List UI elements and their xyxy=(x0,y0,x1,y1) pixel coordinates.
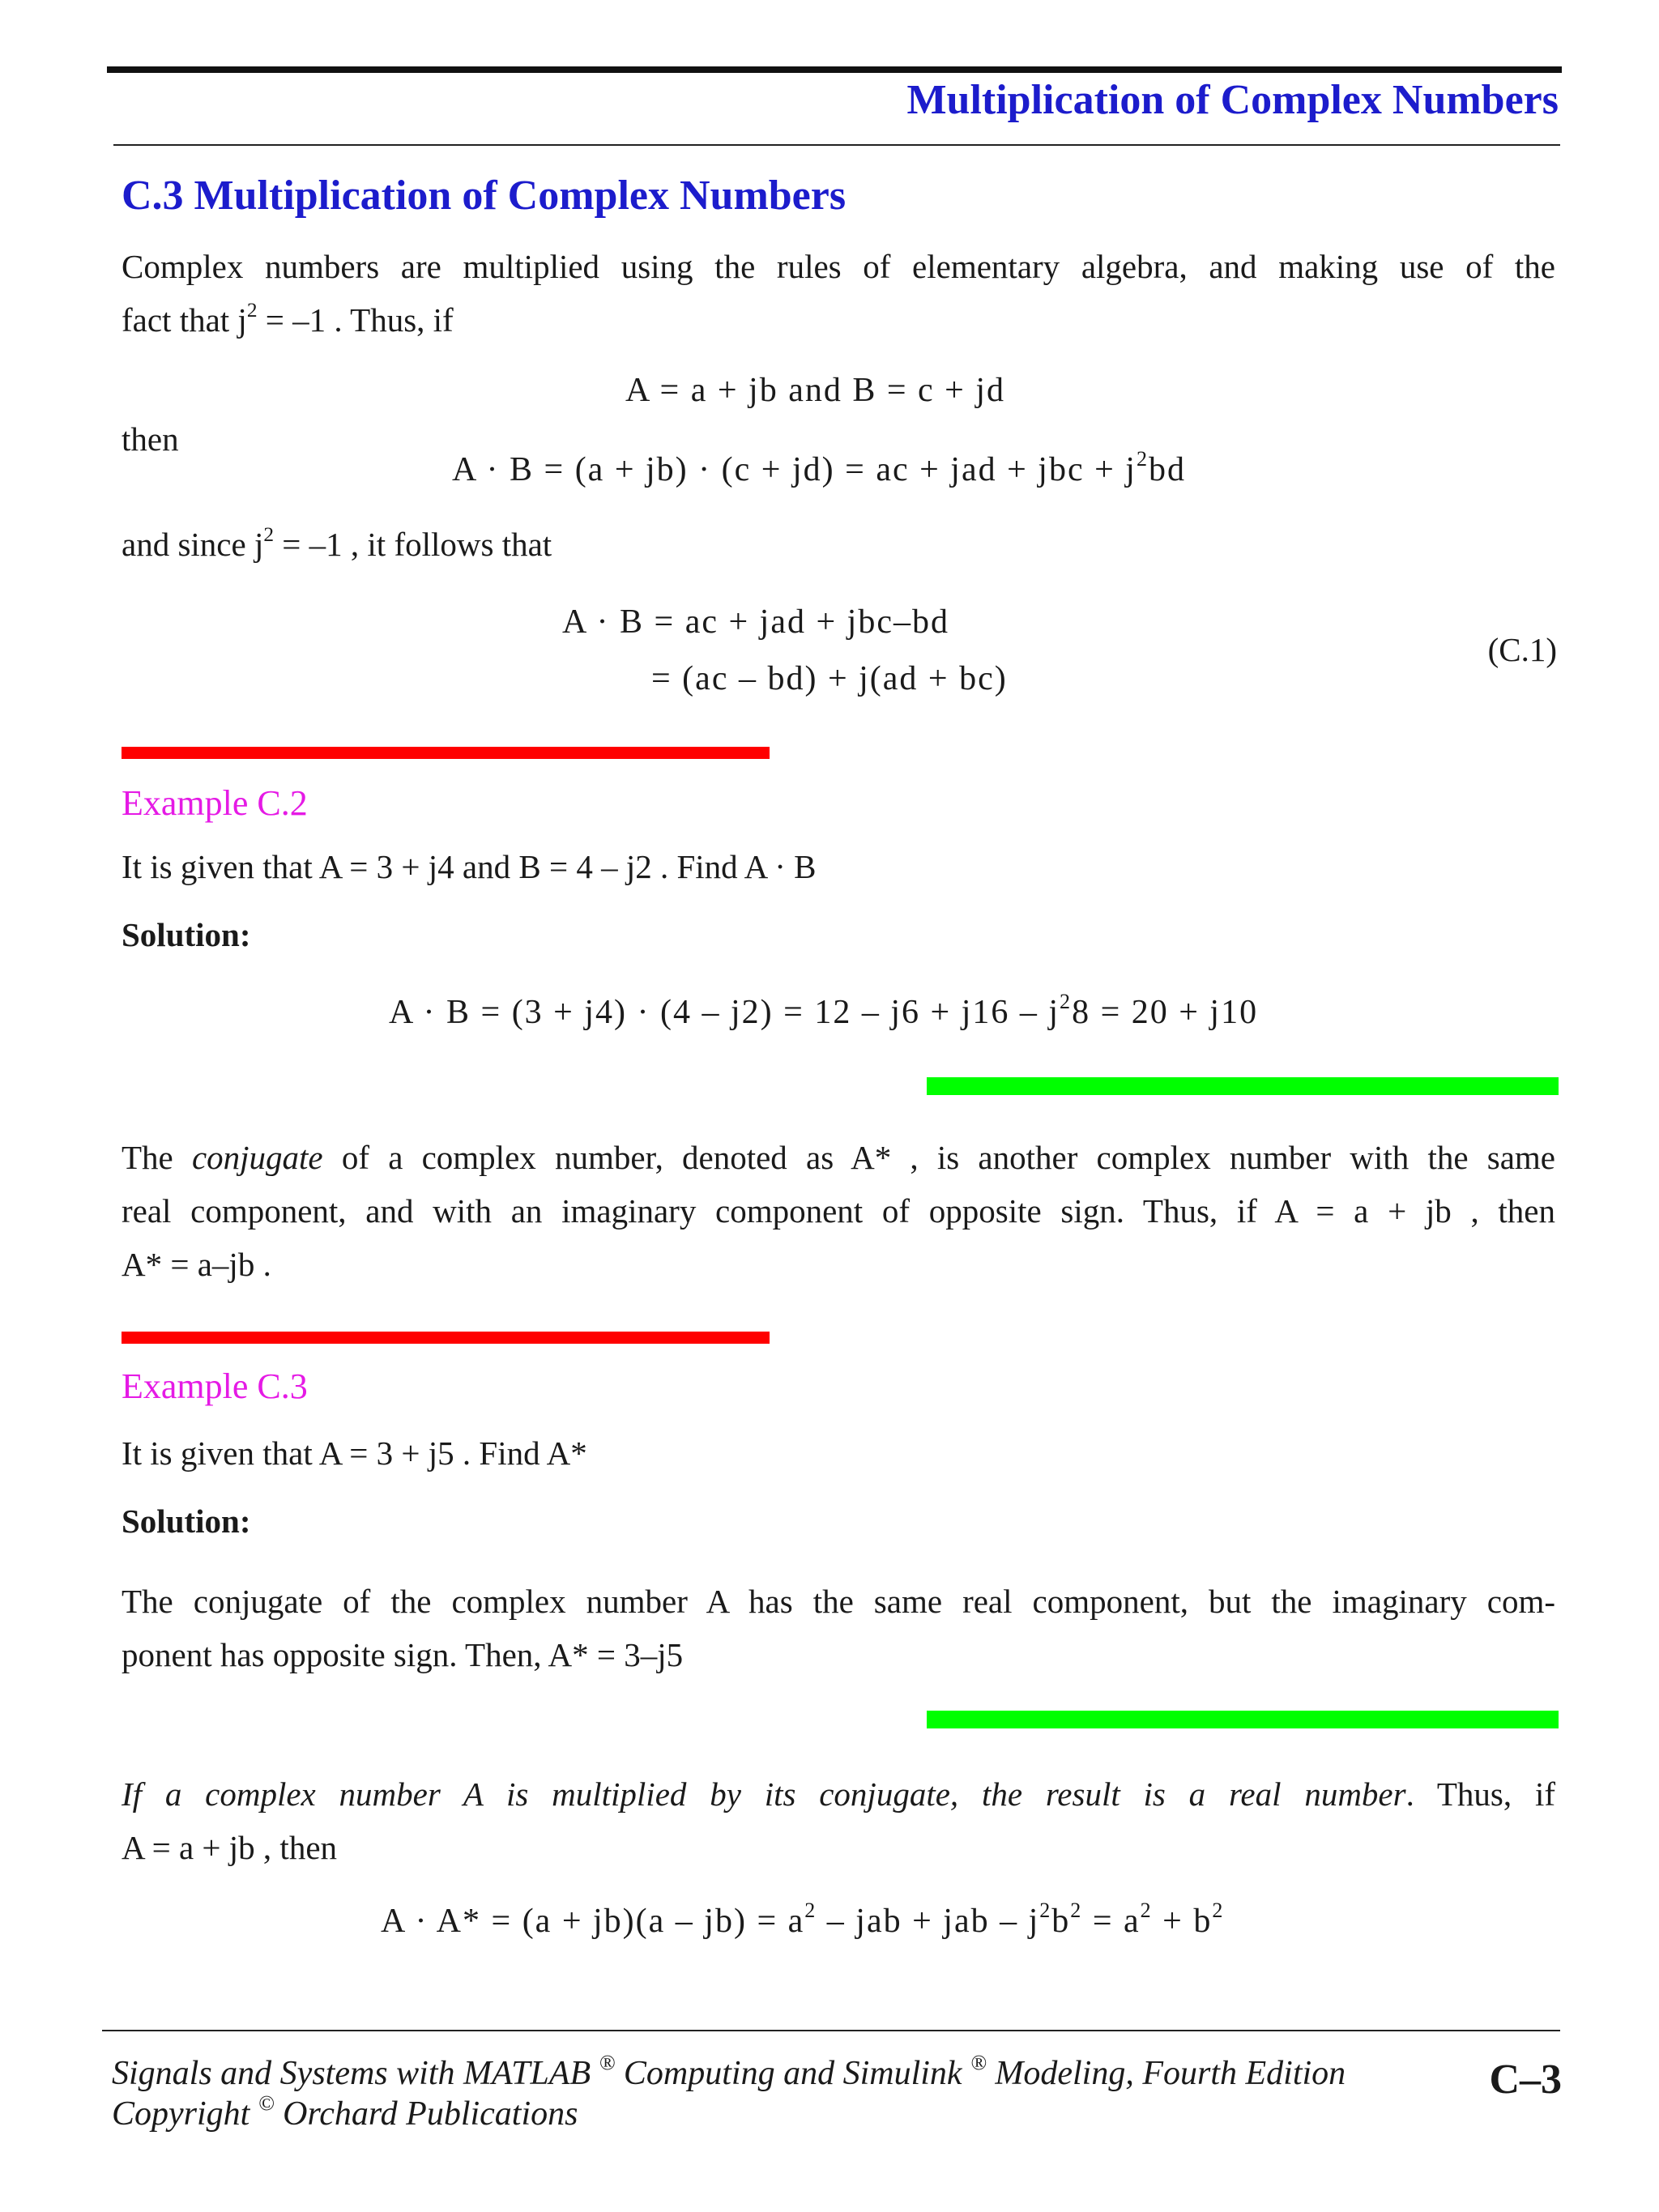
intro-line-2: fact that $j^2 = -1$ . Thus, if xyxy=(122,299,454,339)
equation-c1-line1: A · B = ac + jad + jbc–bd xyxy=(562,603,949,641)
example-c2-problem: It is given that A = 3 + j4 and B = 4 – j2 . Find A · B xyxy=(122,848,817,885)
equation-product-conjugate: $A \cdot A* = (a + jb)(a - jb) = a^2$ – jab + jab – $j^2b^2 = a^2 + b^2$ xyxy=(381,1898,1225,1940)
example-c3-solution-label: Solution: xyxy=(122,1502,251,1540)
footer-copyright: Copyright © Orchard Publications xyxy=(112,2091,578,2133)
conjugate-line-1: The conjugate of a complex number, denoted as A* , is another complex number with the same xyxy=(122,1139,1555,1176)
product-conjugate-line-1: If a complex number A is multiplied by its conjugate, the result is a real number. Thus, if xyxy=(122,1775,1555,1813)
conjugate-line-2: real component, and with an imaginary component of opposite sign. Thus, if A = a + jb , then xyxy=(122,1192,1555,1230)
example-c3-title: Example C.3 xyxy=(122,1366,308,1406)
conjugate-paragraph xyxy=(122,1131,1555,1291)
equation-definition: A = a + jb and B = c + jd xyxy=(625,372,1006,409)
example-end-bar xyxy=(927,1711,1559,1728)
example-c2-solution-label: Solution: xyxy=(122,916,251,953)
since-text: and since $j^2 = -1$ , it follows that xyxy=(122,523,552,563)
page-number: C–3 xyxy=(1489,2056,1562,2103)
product-conjugate-line-2: A = a + jb , then xyxy=(122,1829,338,1866)
running-title: Multiplication of Complex Numbers xyxy=(906,77,1559,123)
example-start-bar xyxy=(122,1332,770,1344)
section-title: C.3 Multiplication of Complex Numbers xyxy=(122,173,847,219)
header-divider xyxy=(113,144,1560,146)
intro-line-1: Complex numbers are multiplied using the rules of elementary algebra, and making use of the xyxy=(122,248,1555,285)
example-c2-title: Example C.2 xyxy=(122,783,308,823)
equation-product: A · B = (a + jb) · (c + jd) = ac + jad + jbc + $j^2bd$ xyxy=(452,446,1186,488)
equation-c1-line2: = (ac – bd) + j(ad + bc) xyxy=(651,660,1008,697)
example-c3-answer-line-2: ponent has opposite sign. Then, A* = 3–j5 xyxy=(122,1636,684,1673)
header-rule xyxy=(107,66,1562,73)
equation-c1-label: (C.1) xyxy=(1487,631,1557,668)
footer-book-title: Signals and Systems with MATLAB ® Computing and Simulink ® Modeling, Fourth Edition xyxy=(112,2050,1346,2092)
conjugate-line-3: A* = a–jb . xyxy=(122,1246,271,1283)
intro-paragraph xyxy=(122,240,1555,347)
product-conjugate-paragraph xyxy=(122,1767,1555,1874)
footer-rule xyxy=(102,2030,1560,2031)
example-start-bar xyxy=(122,747,770,759)
then-text: then xyxy=(122,420,179,458)
example-c3-answer-line-1: The conjugate of the complex number A has the same real component, but the imaginary com- xyxy=(122,1583,1555,1620)
example-c3-problem: It is given that A = 3 + j5 . Find A* xyxy=(122,1434,587,1472)
example-c3-answer xyxy=(122,1575,1555,1681)
example-c2-equation: $A \cdot B = (3 + j4) \cdot (4 - j2) = 12 - j6 + j16 - j^28 = 20 + j10$ xyxy=(389,989,1259,1031)
example-end-bar xyxy=(927,1077,1559,1095)
